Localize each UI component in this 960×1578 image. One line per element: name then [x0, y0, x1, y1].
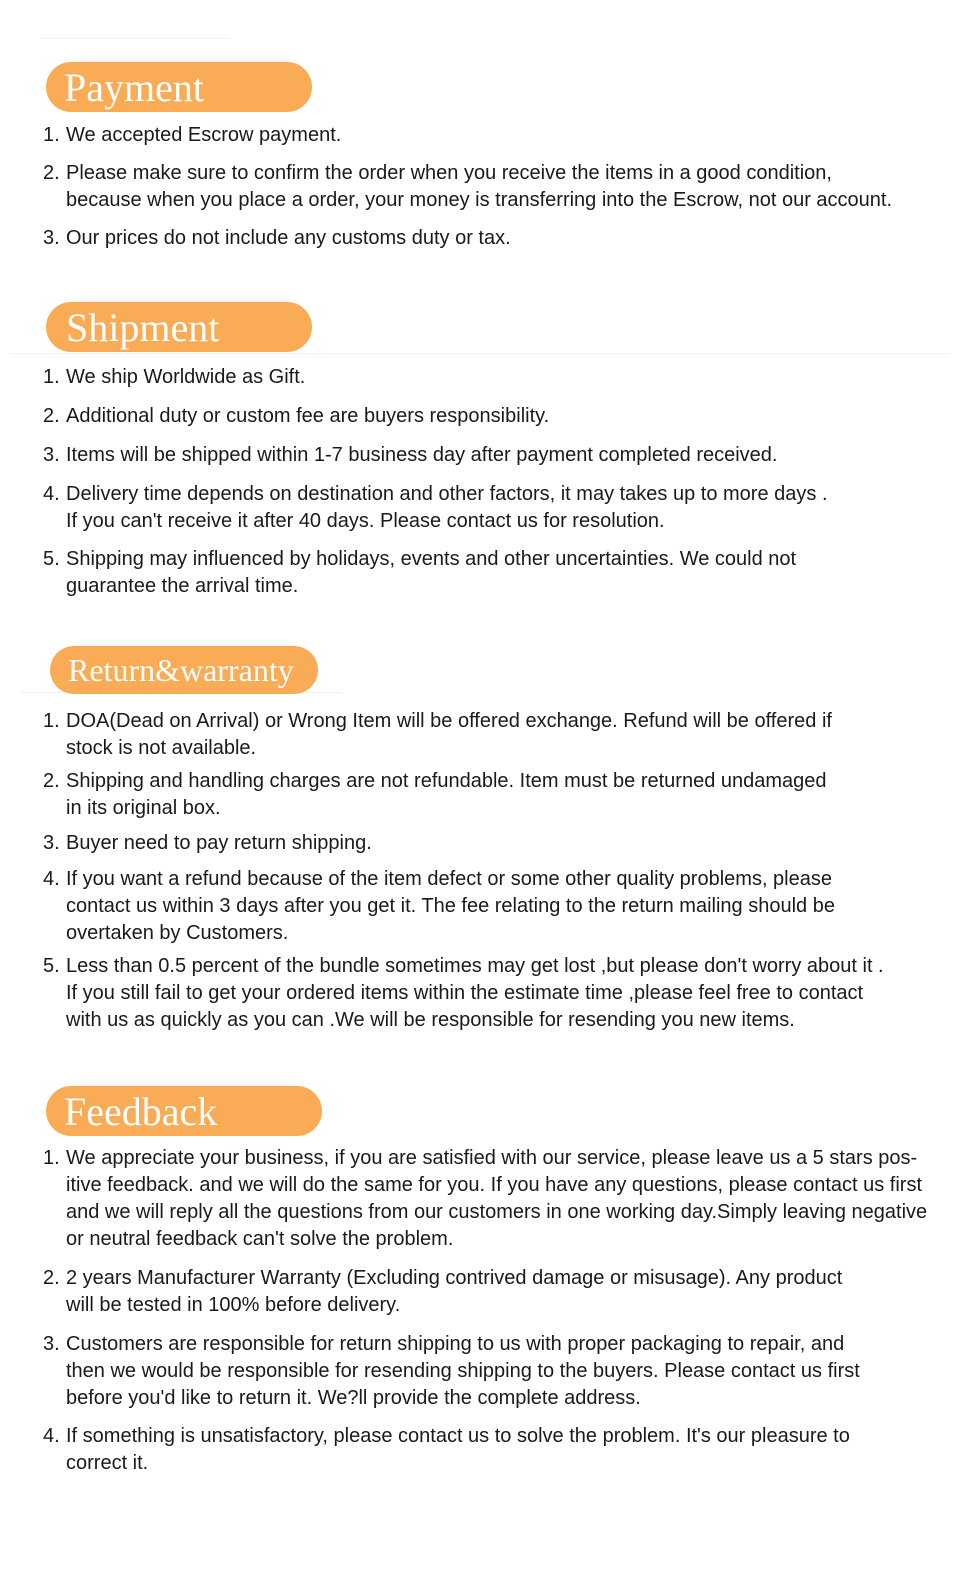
item-number: 4. — [43, 483, 60, 505]
list-item — [0, 1331, 960, 1412]
item-text: We accepted Escrow payment. — [66, 124, 342, 146]
item-text: or neutral feedback can't solve the problem. — [66, 1228, 454, 1250]
item-text: Shipping and handling charges are not refundable. Item must be returned undamaged — [66, 770, 827, 792]
item-text: Delivery time depends on destination and other factors, it may takes up to more days . — [66, 483, 828, 505]
item-text: then we would be responsible for resending shipping to the buyers. Please contact us first — [66, 1360, 860, 1382]
list-item — [0, 442, 960, 469]
divider — [40, 38, 230, 39]
list-item — [0, 866, 960, 947]
list-item — [0, 225, 960, 252]
list-item — [0, 830, 960, 857]
item-text: Additional duty or custom fee are buyers responsibility. — [66, 405, 550, 427]
list-item — [0, 953, 960, 1034]
item-number: 5. — [43, 955, 60, 977]
item-text: because when you place a order, your money is transferring into the Escrow, not our account. — [66, 189, 893, 211]
item-text: If you can't receive it after 40 days. Please contact us for resolution. — [66, 510, 665, 532]
list-item — [0, 403, 960, 430]
item-text: 2 years Manufacturer Warranty (Excluding contrived damage or misusage). Any product — [66, 1267, 843, 1289]
item-text: before you'd like to return it. We?ll provide the complete address. — [66, 1387, 641, 1409]
item-text: guarantee the arrival time. — [66, 575, 299, 597]
item-number: 3. — [43, 227, 60, 249]
item-number: 3. — [43, 444, 60, 466]
item-number: 2. — [43, 405, 60, 427]
item-number: 2. — [43, 162, 60, 184]
item-text: Items will be shipped within 1-7 business day after payment completed received. — [66, 444, 778, 466]
item-text: Less than 0.5 percent of the bundle sometimes may get lost ,but please don't worry about it . — [66, 955, 884, 977]
item-number: 1. — [43, 124, 60, 146]
section-title-shipment: Shipment — [46, 302, 312, 352]
payment-list — [0, 122, 960, 252]
section-title-feedback: Feedback — [46, 1086, 322, 1136]
list-item — [0, 546, 960, 600]
item-number: 4. — [43, 1425, 60, 1447]
item-text: Shipping may influenced by holidays, events and other uncertainties. We could not — [66, 548, 797, 570]
item-text: If something is unsatisfactory, please contact us to solve the problem. It's our pleasure to — [66, 1425, 850, 1447]
return-warranty-list — [0, 708, 960, 1034]
item-text: will be tested in 100% before delivery. — [66, 1294, 401, 1316]
item-text: with us as quickly as you can .We will be responsible for resending you new items. — [66, 1009, 795, 1031]
item-text: stock is not available. — [66, 737, 257, 759]
item-number: 1. — [43, 710, 60, 732]
list-item — [0, 1265, 960, 1319]
item-number: 1. — [43, 366, 60, 388]
list-item — [0, 1145, 960, 1253]
list-item — [0, 160, 960, 214]
list-item — [0, 1423, 960, 1477]
item-number: 2. — [43, 1267, 60, 1289]
shipment-list — [0, 364, 960, 600]
item-text: We ship Worldwide as Gift. — [66, 366, 306, 388]
item-text: overtaken by Customers. — [66, 922, 289, 944]
item-text: correct it. — [66, 1452, 149, 1474]
item-number: 3. — [43, 832, 60, 854]
list-item — [0, 364, 960, 391]
list-item — [0, 768, 960, 822]
list-item — [0, 481, 960, 535]
section-title-return-warranty: Return&warranty — [50, 646, 318, 694]
item-text: We appreciate your business, if you are satisfied with our service, please leave us a 5 stars pos- — [66, 1147, 918, 1169]
item-text: If you still fail to get your ordered items within the estimate time ,please feel free to contact — [66, 982, 864, 1004]
item-text: Buyer need to pay return shipping. — [66, 832, 372, 854]
item-number: 3. — [43, 1333, 60, 1355]
item-text: Customers are responsible for return shipping to us with proper packaging to repair, and — [66, 1333, 845, 1355]
divider — [10, 353, 950, 354]
item-number: 4. — [43, 868, 60, 890]
item-text: If you want a refund because of the item defect or some other quality problems, please — [66, 868, 832, 890]
item-text: Please make sure to confirm the order when you receive the items in a good condition, — [66, 162, 832, 184]
section-title-payment: Payment — [46, 62, 312, 112]
item-number: 5. — [43, 548, 60, 570]
item-text: contact us within 3 days after you get it. The fee relating to the return mailing should be — [66, 895, 835, 917]
item-number: 2. — [43, 770, 60, 792]
list-item — [0, 708, 960, 762]
item-text: and we will reply all the questions from our customers in one working day.Simply leaving negative — [66, 1201, 928, 1223]
feedback-list — [0, 1145, 960, 1477]
item-text: DOA(Dead on Arrival) or Wrong Item will be offered exchange. Refund will be offered if — [66, 710, 832, 732]
item-text: itive feedback. and we will do the same for you. If you have any questions, please contact us first — [66, 1174, 923, 1196]
item-text: Our prices do not include any customs duty or tax. — [66, 227, 511, 249]
item-text: in its original box. — [66, 797, 221, 819]
item-number: 1. — [43, 1147, 60, 1169]
list-item — [0, 122, 960, 149]
